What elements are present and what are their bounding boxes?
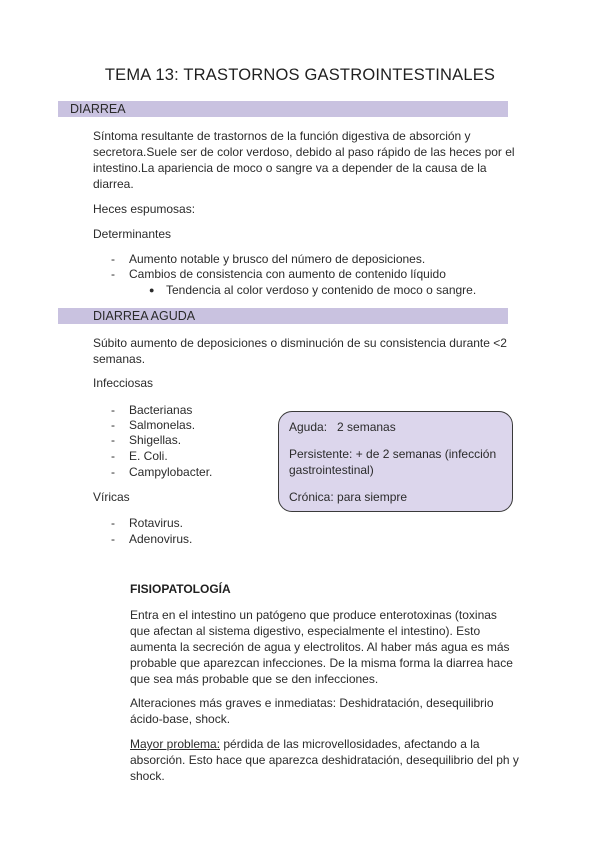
intro-line: intestino.La apariencia de moco o sangre va a depender de la causa de la bbox=[93, 161, 487, 175]
mayor-problema-label: Mayor problema: bbox=[130, 737, 221, 751]
bullet-icon: ● bbox=[149, 285, 155, 295]
list-dash: - bbox=[111, 532, 115, 546]
list-item: Shigellas. bbox=[129, 433, 182, 447]
section-band-diarrea-aguda bbox=[58, 308, 508, 324]
list-item: Aumento notable y brusco del número de deposiciones. bbox=[129, 252, 426, 266]
fisiopatologia-heading: FISIOPATOLOGÍA bbox=[130, 582, 231, 596]
section-band-diarrea bbox=[58, 101, 508, 117]
heces-label: Heces espumosas: bbox=[93, 202, 196, 216]
intro-line: diarrea. bbox=[93, 177, 134, 191]
viricas-label: Víricas bbox=[93, 490, 130, 504]
paragraph-text: pérdida de las microvellosidades, afectando a la bbox=[220, 737, 480, 751]
list-item: Adenovirus. bbox=[129, 532, 193, 546]
paragraph-line bbox=[130, 736, 519, 752]
list-item: Bacterianas bbox=[129, 403, 193, 417]
diarrea-intro bbox=[93, 128, 515, 192]
list-dash: - bbox=[111, 465, 115, 479]
paragraph-line: absorción. Esto hace que aparezca deshidratación, desequilibrio del ph y bbox=[130, 753, 519, 767]
intro-line: Síntoma resultante de trastornos de la función digestiva de absorción y bbox=[93, 129, 471, 143]
list-item: Cambios de consistencia con aumento de contenido líquido bbox=[129, 267, 446, 281]
paragraph-line: que afectan al sistema digestivo, especialmente el intestino). Esto bbox=[130, 624, 481, 638]
paragraph-line: ácido-base, shock. bbox=[130, 712, 231, 726]
paragraph-line: que sea más probable que se den infecciones. bbox=[130, 672, 379, 686]
paragraph-line: shock. bbox=[130, 769, 165, 783]
list-item: Salmonelas. bbox=[129, 418, 196, 432]
list-item: Rotavirus. bbox=[129, 516, 184, 530]
intro-line: secretora.Suele ser de color verdoso, debido al paso rápido de las heces por el bbox=[93, 145, 515, 159]
note-cronica: Crónica: para siempre bbox=[289, 490, 408, 504]
list-dash: - bbox=[111, 516, 115, 530]
paragraph-line: probable que aparezcan infecciones. De la misma forma la diarrea hace bbox=[130, 656, 513, 670]
paragraph-line: Entra en el intestino un patógeno que produce enterotoxinas (toxinas bbox=[130, 608, 497, 622]
intro-line: Súbito aumento de deposiciones o disminución de su consistencia durante <2 bbox=[93, 336, 507, 350]
list-item: Campylobacter. bbox=[129, 465, 213, 479]
list-dash: - bbox=[111, 418, 115, 432]
infecciosas-label: Infecciosas bbox=[93, 376, 154, 390]
page-title: TEMA 13: TRASTORNOS GASTROINTESTINALES bbox=[104, 66, 496, 84]
sub-list-item: Tendencia al color verdoso y contenido de moco o sangre. bbox=[166, 283, 477, 297]
list-dash: - bbox=[111, 433, 115, 447]
intro-line: semanas. bbox=[93, 352, 146, 366]
paragraph-line: Alteraciones más graves e inmediatas: Deshidratación, desequilibrio bbox=[130, 696, 494, 710]
note-aguda: Aguda: 2 semanas bbox=[289, 420, 396, 434]
list-dash: - bbox=[111, 449, 115, 463]
fisio-paragraph-3 bbox=[130, 736, 519, 784]
fisio-paragraph-2 bbox=[130, 695, 494, 727]
note-persistente-cont: gastrointestinal) bbox=[289, 463, 374, 477]
list-dash: - bbox=[111, 252, 115, 266]
paragraph-line: aumenta la secreción de agua y electrolitos. Al haber más agua es más bbox=[130, 640, 510, 654]
list-dash: - bbox=[111, 403, 115, 417]
list-dash: - bbox=[111, 267, 115, 281]
fisio-paragraph-1 bbox=[130, 607, 513, 687]
section-heading-diarrea: DIARREA bbox=[70, 102, 126, 116]
section-heading-diarrea-aguda: DIARREA AGUDA bbox=[93, 309, 196, 323]
duration-note-box bbox=[278, 411, 513, 512]
list-item: E. Coli. bbox=[129, 449, 168, 463]
determinantes-label: Determinantes bbox=[93, 227, 172, 241]
aguda-intro bbox=[93, 335, 507, 367]
note-persistente: Persistente: + de 2 semanas (infección bbox=[289, 447, 497, 461]
